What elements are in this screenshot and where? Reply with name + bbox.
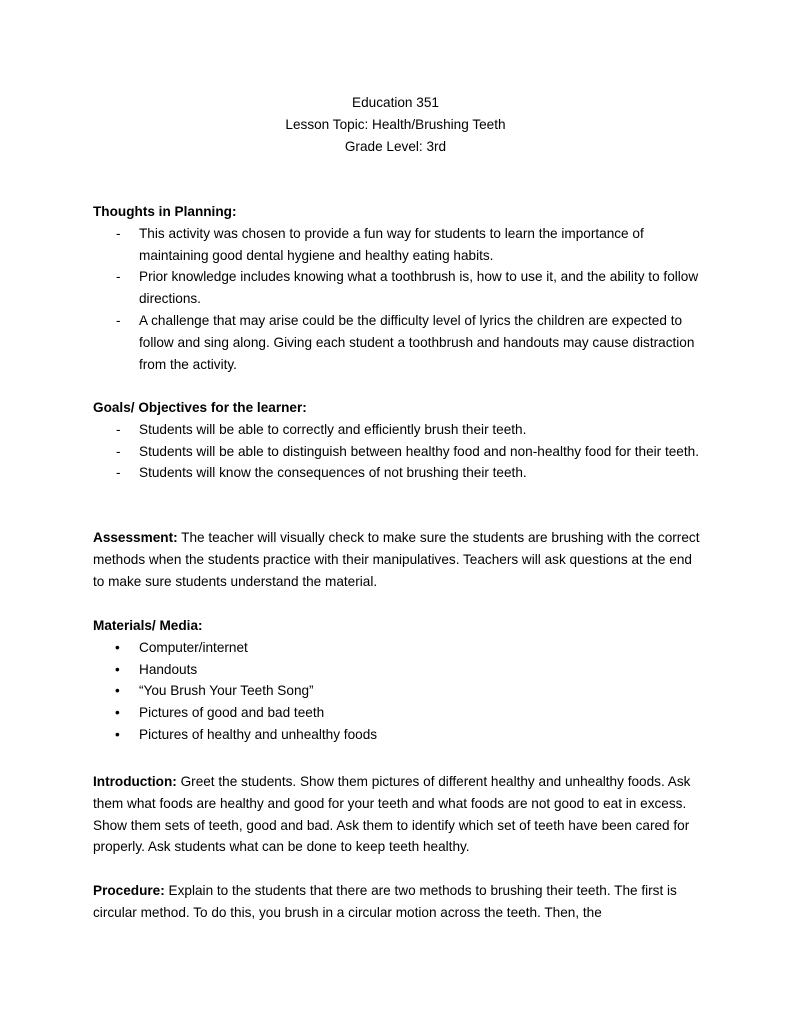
list-item xyxy=(93,659,705,681)
list-item-text: Students will be able to correctly and efficiently brush their teeth. xyxy=(139,421,527,437)
list-item xyxy=(93,266,705,310)
assessment-paragraph xyxy=(93,527,705,592)
list-item xyxy=(93,419,705,441)
dash-marker: - xyxy=(116,465,121,481)
list-item-text: Handouts xyxy=(139,661,198,677)
list-item xyxy=(93,637,705,659)
list-item xyxy=(93,441,705,463)
list-item xyxy=(93,310,705,375)
lesson-topic: Lesson Topic: Health/Brushing Teeth xyxy=(285,116,506,132)
list-item-text: Students will be able to distinguish between healthy food and non-healthy food for their teeth. xyxy=(139,443,699,459)
list-item xyxy=(93,724,705,746)
bullet-marker: • xyxy=(115,705,120,721)
bullet-marker: • xyxy=(115,726,120,742)
procedure-text: Explain to the students that there are two methods to brushing their teeth. The first is circular method. To do this, you brush in a circular motion across the teeth. Then, the xyxy=(93,883,677,920)
assessment-label: Assessment: xyxy=(93,530,178,545)
procedure-paragraph xyxy=(93,880,705,924)
goals-section xyxy=(93,397,705,484)
dash-marker: - xyxy=(116,312,121,328)
introduction-paragraph xyxy=(93,771,705,858)
list-item-text: Students will know the consequences of not brushing their teeth. xyxy=(139,465,527,481)
introduction-text: Greet the students. Show them pictures of different healthy and unhealthy foods. Ask them what foods are healthy and good for your teeth and what foods are not good to eat in excess. Show them sets of teeth, good and bad. Ask them to identify which set of teeth have been cared for properly. Ask students what can be done to keep teeth healthy. xyxy=(93,774,691,855)
list-item-text: Prior knowledge includes knowing what a toothbrush is, how to use it, and the ability to follow directions. xyxy=(139,269,699,307)
dash-marker: - xyxy=(116,225,121,241)
list-item-text: Pictures of healthy and unhealthy foods xyxy=(139,726,378,742)
list-item-text: Computer/internet xyxy=(139,639,248,655)
materials-section xyxy=(93,615,705,746)
procedure-label: Procedure: xyxy=(93,883,165,898)
list-item-text: A challenge that may arise could be the difficulty level of lyrics the children are expected to follow and sing along. Giving each student a toothbrush and handouts may cause distraction from the activity. xyxy=(139,312,695,372)
list-item xyxy=(93,702,705,724)
thoughts-list xyxy=(93,223,705,376)
list-item-text: Pictures of good and bad teeth xyxy=(139,705,325,721)
list-item xyxy=(93,680,705,702)
dash-marker: - xyxy=(116,421,121,437)
dash-marker: - xyxy=(116,269,121,285)
course-title: Education 351 xyxy=(352,95,439,110)
thoughts-section xyxy=(93,201,705,375)
materials-heading: Materials/ Media: xyxy=(93,618,203,633)
materials-list xyxy=(93,637,705,746)
assessment-text: The teacher will visually check to make sure the students are brushing with the correct methods when the students practice with their manipulatives. Teachers will ask questions at the end to make sure students understand the material. xyxy=(93,530,700,589)
list-item-text: “You Brush Your Teeth Song” xyxy=(139,683,314,699)
grade-level: Grade Level: 3rd xyxy=(344,138,447,154)
dash-marker: - xyxy=(116,443,121,459)
bullet-marker: • xyxy=(115,683,120,699)
list-item-text: This activity was chosen to provide a fun way for students to learn the importance of maintaining good dental hygiene and healthy eating habits. xyxy=(139,225,644,263)
document-header xyxy=(0,92,791,157)
goals-list xyxy=(93,419,705,484)
introduction-label: Introduction: xyxy=(93,774,177,789)
goals-heading: Goals/ Objectives for the learner: xyxy=(93,400,307,415)
bullet-marker: • xyxy=(115,639,120,655)
list-item xyxy=(93,223,705,267)
thoughts-heading: Thoughts in Planning: xyxy=(93,204,237,219)
list-item xyxy=(93,462,705,484)
bullet-marker: • xyxy=(115,661,120,677)
